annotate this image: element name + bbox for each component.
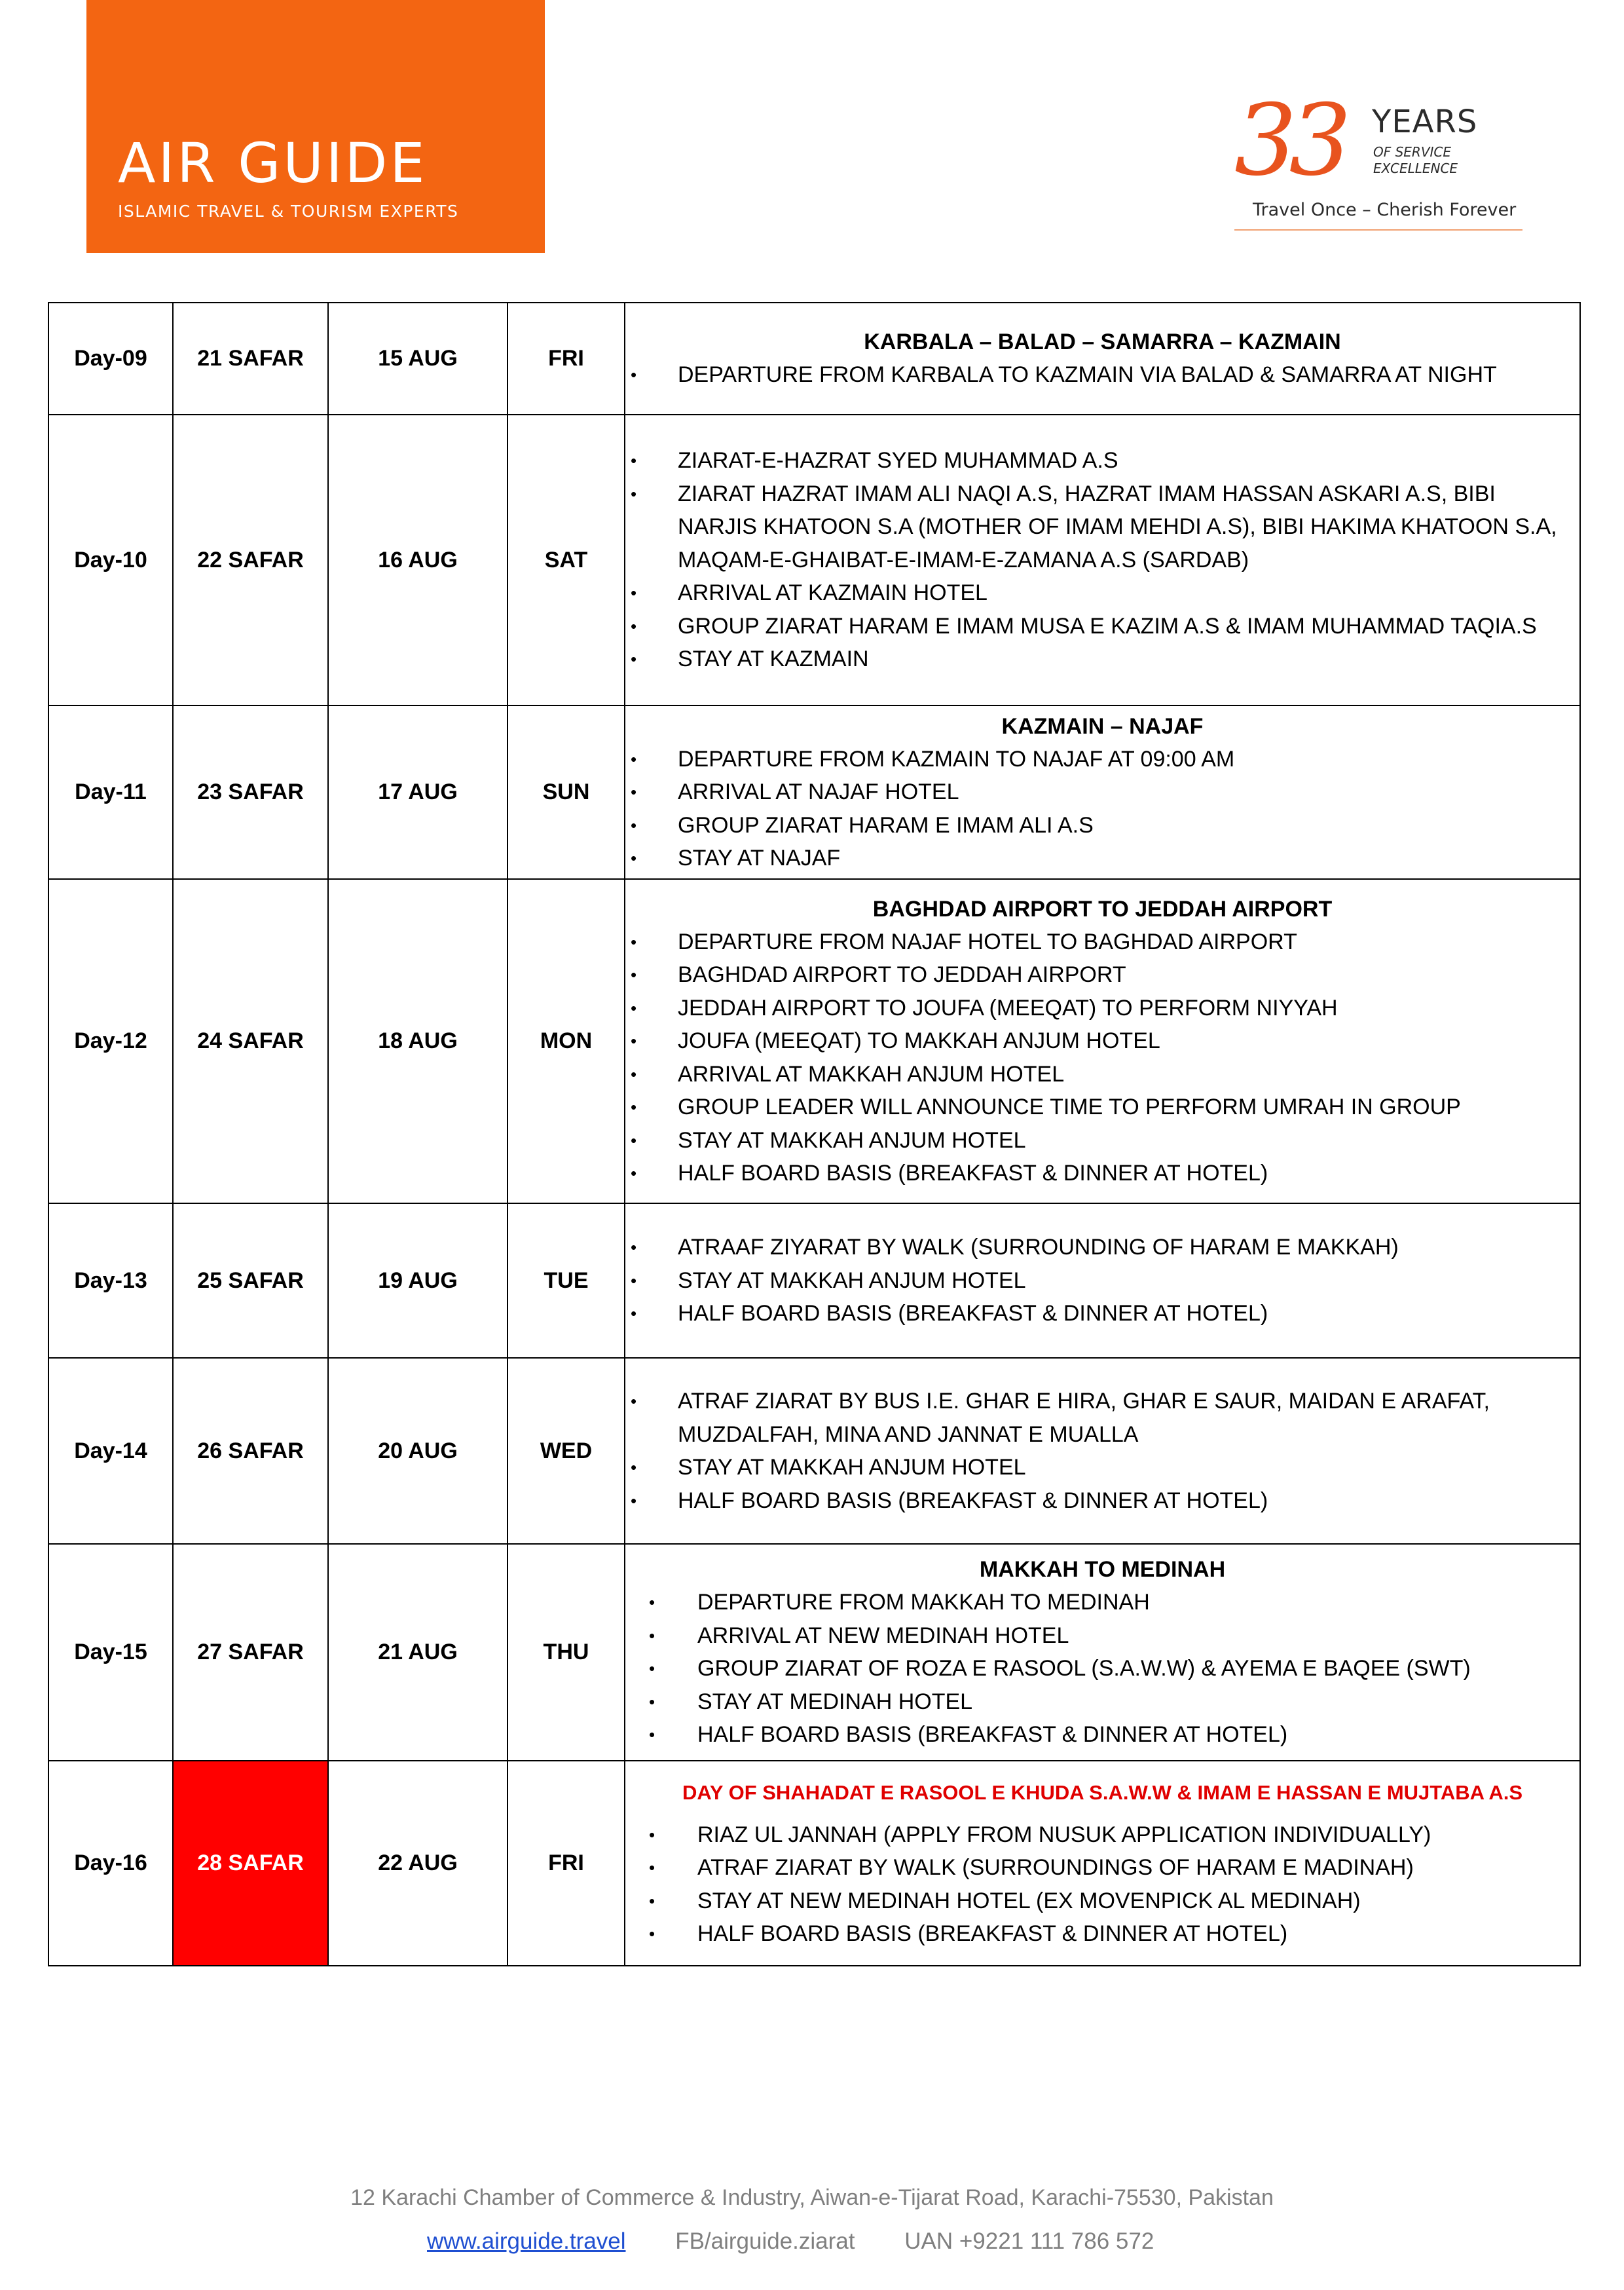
list-item: • STAY AT MAKKAH ANJUM HOTEL [625,1264,1579,1298]
details-cell [625,1544,1580,1761]
list-item: • ARRIVAL AT NEW MEDINAH HOTEL [625,1619,1579,1653]
day-cell: Day-16 [48,1761,173,1966]
date-cell: 18 AUG [328,879,507,1203]
islamic-date-cell: 28 SAFAR [173,1761,328,1966]
list-item: • STAY AT MAKKAH ANJUM HOTEL [625,1451,1579,1484]
islamic-date-cell: 26 SAFAR [173,1358,328,1544]
day-cell: Day-15 [48,1544,173,1761]
weekday-cell: TUE [507,1203,625,1358]
date-cell: 22 AUG [328,1761,507,1966]
list-item: • ATRAAF ZIYARAT BY WALK (SURROUNDING OF HARAM E MAKKAH) [625,1231,1579,1264]
list-item: • STAY AT MEDINAH HOTEL [625,1685,1579,1719]
uan-number: UAN +9221 111 786 572 [904,2228,1154,2254]
list-item: • HALF BOARD BASIS (BREAKFAST & DINNER AT HOTEL) [625,1484,1579,1518]
route-heading: DAY OF SHAHADAT E RASOOL E KHUDA S.A.W.W & IMAM E HASSAN E MUJTABA A.S [682,1780,1523,1804]
day-cell: Day-13 [48,1203,173,1358]
weekday-cell: FRI [507,303,625,415]
list-item: • ARRIVAL AT MAKKAH ANJUM HOTEL [625,1058,1579,1091]
footer-address: 12 Karachi Chamber of Commerce & Industry, Aiwan-e-Tijarat Road, Karachi-75530, Pakistan [350,2185,1274,2210]
activity-list [625,1231,1579,1330]
day-cell: Day-11 [48,705,173,879]
list-item: • JEDDAH AIRPORT TO JOUFA (MEEQAT) TO PERFORM NIYYAH [625,992,1579,1025]
list-item: • GROUP ZIARAT OF ROZA E RASOOL (S.A.W.W) & AYEMA E BAQEE (SWT) [625,1652,1579,1685]
activity-list [625,1818,1579,1951]
activity-list [625,1385,1579,1517]
list-item: • STAY AT KAZMAIN [625,643,1579,676]
date-cell: 20 AUG [328,1358,507,1544]
brand-name: AIR GUIDE [118,131,428,195]
divider [1234,229,1522,231]
anniversary-number: 33 [1234,84,1344,198]
list-item: • HALF BOARD BASIS (BREAKFAST & DINNER AT HOTEL) [625,1718,1579,1752]
activity-list [625,743,1579,875]
route-heading: KARBALA – BALAD – SAMARRA – KAZMAIN [864,329,1341,355]
list-item: • DEPARTURE FROM KAZMAIN TO NAJAF AT 09:00 AM [625,743,1579,776]
islamic-date-cell: 21 SAFAR [173,303,328,415]
list-item: • DEPARTURE FROM KARBALA TO KAZMAIN VIA BALAD & SAMARRA AT NIGHT [625,358,1579,392]
day-cell: Day-10 [48,415,173,705]
activity-list [625,1586,1579,1752]
table-row [48,415,1580,705]
list-item: • HALF BOARD BASIS (BREAKFAST & DINNER AT HOTEL) [625,1917,1579,1951]
details-cell [625,879,1580,1203]
list-item: • ATRAF ZIARAT BY BUS I.E. GHAR E HIRA, GHAR E SAUR, MAIDAN E ARAFAT, MUZDALFAH, MINA AND JANNAT E MUALLA [625,1385,1579,1451]
details-cell [625,415,1580,705]
activity-list [625,444,1579,676]
list-item: • GROUP ZIARAT HARAM E IMAM MUSA E KAZIM A.S & IMAM MUHAMMAD TAQIA.S [625,610,1579,643]
details-cell [625,1761,1580,1966]
brand-tagline: ISLAMIC TRAVEL & TOURISM EXPERTS [118,202,459,221]
route-heading: MAKKAH TO MEDINAH [979,1557,1226,1583]
facebook-handle: FB/airguide.ziarat [675,2228,855,2254]
list-item: • DEPARTURE FROM NAJAF HOTEL TO BAGHDAD AIRPORT [625,926,1579,959]
list-item: • GROUP ZIARAT HARAM E IMAM ALI A.S [625,809,1579,842]
islamic-date-cell: 24 SAFAR [173,879,328,1203]
islamic-date-cell: 27 SAFAR [173,1544,328,1761]
list-item: • ATRAF ZIARAT BY WALK (SURROUNDINGS OF HARAM E MADINAH) [625,1851,1579,1885]
date-cell: 16 AUG [328,415,507,705]
list-item: • ZIARAT HAZRAT IMAM ALI NAQI A.S, HAZRAT IMAM HASSAN ASKARI A.S, BIBI NARJIS KHATOON S.A (MOTHER OF IMAM MEHDI A.S), BIBI HAKIMA KHATOON S.A, MAQAM-E-GHAIBAT-E-IMAM-E-ZAMANA A.S (SARDAB) [625,478,1579,577]
table-row [48,1761,1580,1966]
date-cell: 21 AUG [328,1544,507,1761]
list-item: • HALF BOARD BASIS (BREAKFAST & DINNER AT HOTEL) [625,1157,1579,1190]
day-cell: Day-09 [48,303,173,415]
islamic-date-cell: 22 SAFAR [173,415,328,705]
islamic-date-cell: 23 SAFAR [173,705,328,879]
itinerary-table [48,302,1581,1966]
list-item: • ZIARAT-E-HAZRAT SYED MUHAMMAD A.S [625,444,1579,478]
table-row [48,1358,1580,1544]
list-item: • ARRIVAL AT KAZMAIN HOTEL [625,576,1579,610]
list-item: • STAY AT MAKKAH ANJUM HOTEL [625,1124,1579,1157]
details-cell [625,303,1580,415]
details-cell [625,1203,1580,1358]
weekday-cell: WED [507,1358,625,1544]
activity-list [625,358,1579,392]
date-cell: 17 AUG [328,705,507,879]
list-item: • BAGHDAD AIRPORT TO JEDDAH AIRPORT [625,958,1579,992]
day-cell: Day-12 [48,879,173,1203]
list-item: • GROUP LEADER WILL ANNOUNCE TIME TO PERFORM UMRAH IN GROUP [625,1091,1579,1124]
list-item: • HALF BOARD BASIS (BREAKFAST & DINNER AT HOTEL) [625,1297,1579,1330]
website-link[interactable]: www.airguide.travel [427,2228,626,2254]
day-cell: Day-14 [48,1358,173,1544]
table-row [48,879,1580,1203]
table-row [48,1203,1580,1358]
route-heading: BAGHDAD AIRPORT TO JEDDAH AIRPORT [872,896,1333,922]
anniversary-tagline: Travel Once – Cherish Forever [1253,200,1517,220]
table-row [48,1544,1580,1761]
list-item: • STAY AT NAJAF [625,842,1579,875]
details-cell [625,705,1580,879]
table-row [48,705,1580,879]
date-cell: 15 AUG [328,303,507,415]
brand-logo-box [86,0,545,253]
details-cell [625,1358,1580,1544]
route-heading: KAZMAIN – NAJAF [1001,713,1204,739]
weekday-cell: THU [507,1544,625,1761]
date-cell: 19 AUG [328,1203,507,1358]
islamic-date-cell: 25 SAFAR [173,1203,328,1358]
anniversary-badge [1234,84,1529,242]
weekday-cell: SUN [507,705,625,879]
list-item: • DEPARTURE FROM MAKKAH TO MEDINAH [625,1586,1579,1619]
activity-list [625,926,1579,1190]
footer-contacts [427,2228,1197,2255]
list-item: • ARRIVAL AT NAJAF HOTEL [625,776,1579,809]
list-item: • RIAZ UL JANNAH (APPLY FROM NUSUK APPLICATION INDIVIDUALLY) [625,1818,1579,1852]
anniversary-subtitle: OF SERVICE EXCELLENCE [1373,144,1458,176]
weekday-cell: FRI [507,1761,625,1966]
weekday-cell: MON [507,879,625,1203]
list-item: • JOUFA (MEEQAT) TO MAKKAH ANJUM HOTEL [625,1024,1579,1058]
weekday-cell: SAT [507,415,625,705]
anniversary-years: YEARS [1372,103,1478,140]
table-row [48,303,1580,415]
list-item: • STAY AT NEW MEDINAH HOTEL (EX MOVENPICK AL MEDINAH) [625,1885,1579,1918]
